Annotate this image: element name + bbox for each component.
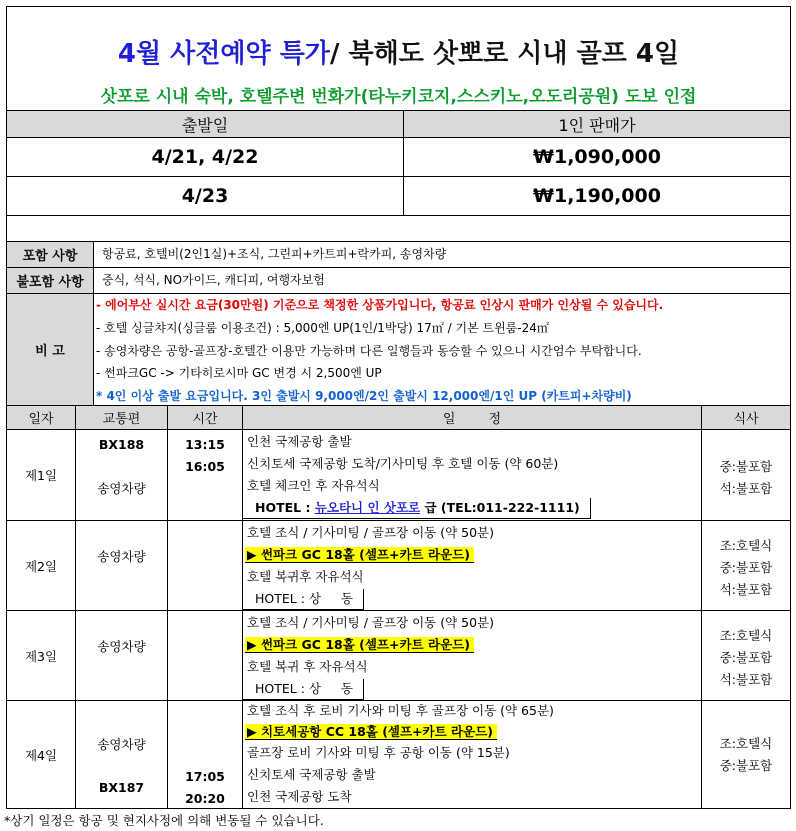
meal-dinner: 석:불포함	[719, 582, 773, 597]
golf-round-highlight: ▶ 썬파크 GC 18홀 (셀프+카트 라운드)	[245, 637, 474, 653]
footer-note: *상기 일정은 항공 및 현지사정에 의해 변동될 수 있습니다.	[4, 813, 324, 828]
day-4-label: 제4일	[6, 700, 76, 809]
golf-round-highlight: ▶ 치토세공항 CC 18홀 (셀프+카트 라운드)	[245, 724, 497, 740]
itinerary-line: 호텔 조식 / 기사미팅 / 골프장 이동 (약 50분)	[247, 525, 494, 540]
itinerary-line: 호텔 조식 후 로비 기사와 미팅 후 골프장 이동 (약 65분)	[247, 703, 554, 718]
price-row-price: ₩1,190,000	[403, 176, 791, 216]
remark-group-size: * 4인 이상 출발 요금입니다. 3인 출발시 9,000엔/2인 출발시 12,000엔/1인 UP (카트피+차량비)	[96, 389, 632, 404]
day-1-transport-cell	[75, 429, 168, 521]
itinerary-line: 호텔 복귀 후 자유석식	[247, 659, 368, 674]
day-3-label: 제3일	[6, 610, 76, 701]
day-4-flight: BX187	[98, 779, 145, 795]
day-4-transport-cell	[75, 700, 168, 809]
golf-round-highlight: ▶ 썬파크 GC 18홀 (셀프+카트 라운드)	[245, 547, 474, 563]
price-row-date: 4/23	[6, 176, 404, 216]
hotel-label: HOTEL :	[255, 500, 315, 515]
included-label: 포함 사항	[6, 241, 94, 268]
schedule-header-meal: 식사	[701, 405, 791, 430]
day-3-itinerary	[242, 610, 702, 701]
day-1-flight: BX188	[98, 436, 145, 452]
remark-course-change: - 썬파크GC -> 기타히로시마 GC 변경 시 2,500엔 UP	[96, 366, 382, 381]
schedule-header-transport: 교통편	[75, 405, 168, 430]
day-1-meals	[701, 429, 791, 521]
day-2-hotel: HOTEL : 상 동	[243, 589, 364, 610]
excluded-value: 중식, 석식, NO가이드, 캐디피, 여행자보험	[93, 267, 791, 294]
day-4-time-depart: 17:05	[185, 768, 225, 784]
day-1-label: 제1일	[6, 429, 76, 521]
day-3-transport: 송영차량	[75, 610, 168, 701]
price-row-price: ₩1,090,000	[403, 137, 791, 177]
day-3-meals	[701, 610, 791, 701]
hotel-name: 뉴오타니 인 삿포로	[314, 500, 421, 515]
title-rest: / 북해도 삿뽀로 시내 골프 4일	[329, 38, 680, 69]
schedule-header-time: 시간	[167, 405, 243, 430]
day-3-time-cell	[167, 610, 243, 701]
day-2-time-cell	[167, 520, 243, 611]
day-4-meals	[701, 700, 791, 809]
remark-transfer: - 송영차량은 공항-골프장-호텔간 이용만 가능하며 다른 일행들과 동승할 수 있으니 시간엄수 부탁합니다.	[96, 343, 642, 358]
day-2-transport: 송영차량	[75, 520, 168, 611]
day-1-transport: 송영차량	[97, 481, 146, 496]
meal-lunch: 중:불포함	[719, 560, 773, 575]
meal-breakfast: 조:호텔식	[719, 538, 773, 553]
day-1-hotel	[243, 498, 591, 519]
day-2-label: 제2일	[6, 520, 76, 611]
price-header-date: 출발일	[6, 110, 404, 138]
day-2-meals	[701, 520, 791, 611]
itinerary-golf-round	[245, 545, 474, 565]
day-1-time-cell	[167, 429, 243, 521]
day-3-hotel: HOTEL : 상 동	[243, 679, 364, 700]
day-1-time-depart: 13:15	[185, 436, 225, 452]
day-4-itinerary	[242, 700, 702, 809]
itinerary-golf-round	[245, 722, 497, 742]
itinerary-line: 호텔 복귀후 자유석식	[247, 569, 364, 584]
itinerary-golf-round	[245, 635, 474, 655]
title-box	[6, 6, 791, 110]
schedule-header-itinerary: 일 정	[242, 405, 702, 430]
day-1-itinerary	[242, 429, 702, 521]
day-4-transport: 송영차량	[97, 737, 146, 752]
remarks-label: 비 고	[6, 293, 94, 406]
day-2-itinerary	[242, 520, 702, 611]
remark-single-charge: - 호텔 싱글챠지(싱글룸 이용조건) : 5,000엔 UP(1인/1박당) 17㎡ / 기본 트윈룸-24㎡	[96, 320, 549, 335]
day-4-time-cell	[167, 700, 243, 809]
price-row-date: 4/21, 4/22	[6, 137, 404, 177]
schedule-header-day: 일자	[6, 405, 76, 430]
remarks-box	[93, 293, 791, 406]
meal-breakfast: 조:호텔식	[719, 628, 773, 643]
page-subtitle: 삿포로 시내 숙박, 호텔주변 번화가(타누키코지,스스키노,오도리공원) 도보 인접	[100, 86, 697, 107]
meal-dinner: 석:불포함	[719, 672, 773, 687]
itinerary-line: 인천 국제공항 출발	[247, 434, 352, 449]
page-title	[7, 33, 790, 69]
itinerary-line: 호텔 체크인 후 자유석식	[247, 478, 380, 493]
itinerary-line: 골프장 로비 기사와 미팅 후 공항 이동 (약 15분)	[247, 745, 510, 760]
title-highlight: 4월 사전예약 특가	[117, 38, 330, 69]
itinerary-line: 신치토세 국제공항 출발	[247, 767, 376, 782]
itinerary-line: 호텔 조식 / 기사미팅 / 골프장 이동 (약 50분)	[247, 615, 494, 630]
itinerary-line: 신치토세 국제공항 도착/기사미팅 후 호텔 이동 (약 60분)	[247, 456, 559, 471]
price-table-spacer	[6, 215, 791, 241]
meal-breakfast: 조:호텔식	[719, 736, 773, 751]
day-4-time-arrive: 20:20	[185, 790, 225, 806]
excluded-label: 불포함 사항	[6, 267, 94, 294]
meal-lunch: 중:불포함	[719, 459, 773, 474]
day-1-time-arrive: 16:05	[185, 458, 225, 474]
meal-lunch: 중:불포함	[719, 650, 773, 665]
price-header-price: 1인 판매가	[403, 110, 791, 138]
meal-dinner: 석:불포함	[719, 481, 773, 496]
meal-lunch: 중:불포함	[719, 758, 773, 773]
itinerary-line: 인천 국제공항 도착	[247, 789, 352, 804]
hotel-suffix: 급 (TEL:011-222-1111)	[420, 500, 580, 515]
included-value: 항공료, 호텔비(2인1실)+조식, 그린피+카트피+락카피, 송영차량	[93, 241, 791, 268]
remark-airfare: - 에어부산 실시간 요금(30만원) 기준으로 책정한 상품가입니다, 항공료 인상시 판매가 인상될 수 있습니다.	[96, 298, 664, 312]
